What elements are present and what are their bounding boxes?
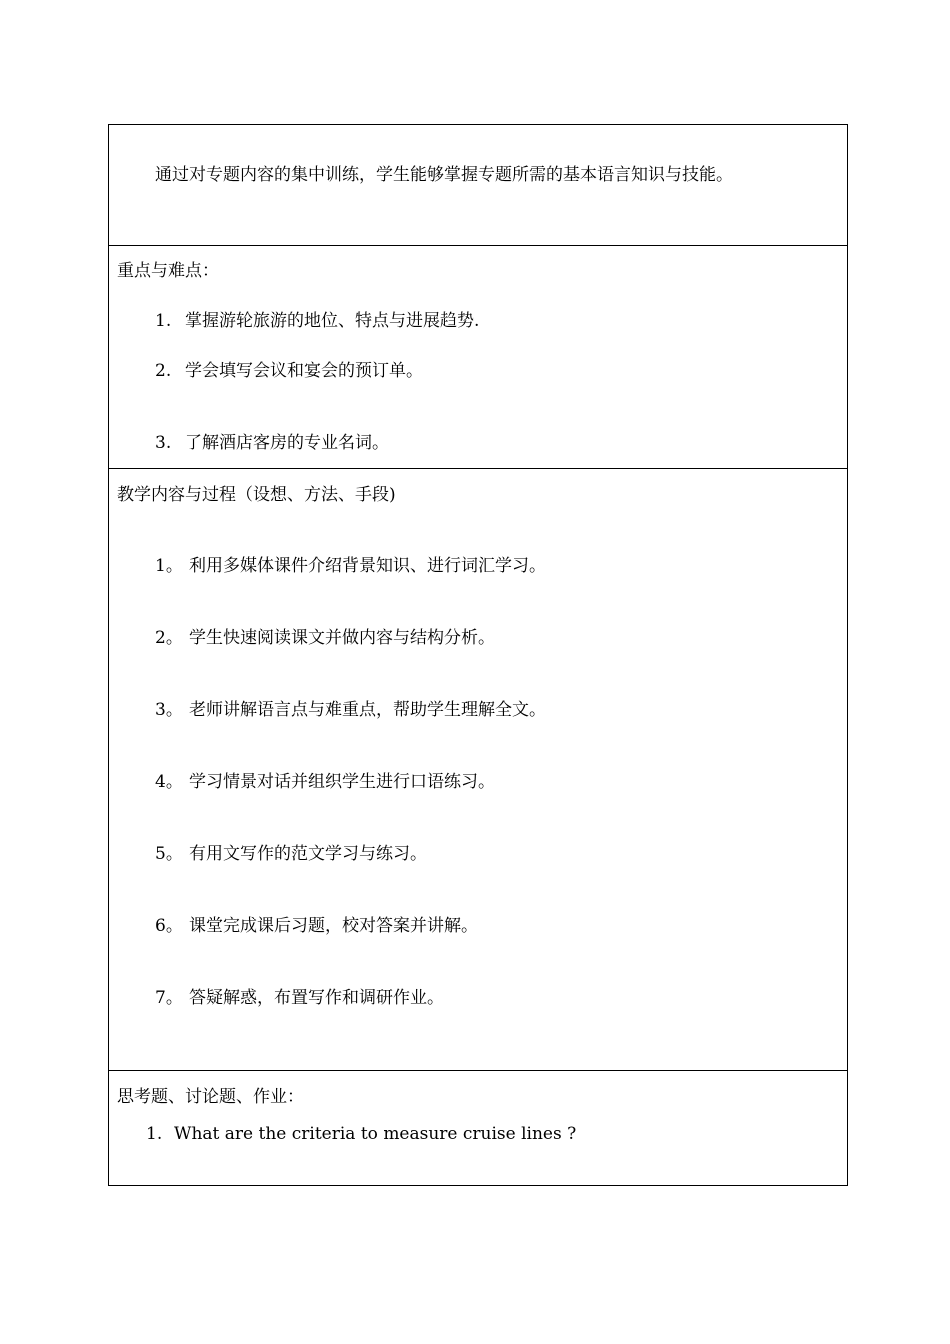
list-number: 7。 [155, 988, 183, 1008]
list-number: 3. [155, 433, 172, 453]
key-point-item [155, 361, 423, 381]
process-item [155, 988, 444, 1008]
list-number: 2。 [155, 628, 183, 648]
process-item [155, 628, 495, 648]
list-text: 了解酒店客房的专业名词。 [185, 433, 389, 453]
objective-text: 通过对专题内容的集中训练，学生能够掌握专题所需的基本语言知识与技能。 [155, 165, 733, 185]
list-text: 课堂完成课后习题，校对答案并讲解。 [189, 916, 478, 936]
process-item [155, 844, 427, 864]
list-number: 2. [155, 361, 172, 381]
key-points-heading-text: 重点与难点： [117, 261, 219, 281]
list-text: 有用文写作的范文学习与练习。 [189, 844, 427, 864]
key-point-item [155, 311, 479, 331]
homework-heading-text: 思考题、讨论题、作业： [117, 1087, 304, 1107]
list-text: What are the criteria to measure cruise lines ? [174, 1124, 577, 1144]
list-number: 4。 [155, 772, 183, 792]
list-number: 1。 [155, 556, 183, 576]
list-text: 学生快速阅读课文并做内容与结构分析。 [189, 628, 495, 648]
list-number: 3。 [155, 700, 183, 720]
list-text: 老师讲解语言点与难重点，帮助学生理解全文。 [189, 700, 546, 720]
list-number: 1. [155, 311, 172, 331]
key-point-item [155, 433, 389, 453]
process-heading-text: 教学内容与过程（设想、方法、手段) [117, 485, 396, 505]
process-item [155, 700, 546, 720]
process-item [155, 916, 478, 936]
objective-cell [109, 125, 847, 246]
process-item [155, 772, 495, 792]
list-text: 答疑解惑，布置写作和调研作业。 [189, 988, 444, 1008]
list-text: 学习情景对话并组织学生进行口语练习。 [189, 772, 495, 792]
list-number: 5。 [155, 844, 183, 864]
list-text: 掌握游轮旅游的地位、特点与进展趋势. [185, 311, 480, 331]
list-text: 学会填写会议和宴会的预订单。 [185, 361, 423, 381]
homework-item [146, 1124, 576, 1144]
list-number: 1. [146, 1124, 163, 1144]
list-text: 利用多媒体课件介绍背景知识、进行词汇学习。 [189, 556, 546, 576]
lesson-plan-table [108, 124, 848, 1186]
list-number: 6。 [155, 916, 183, 936]
process-item [155, 556, 546, 576]
